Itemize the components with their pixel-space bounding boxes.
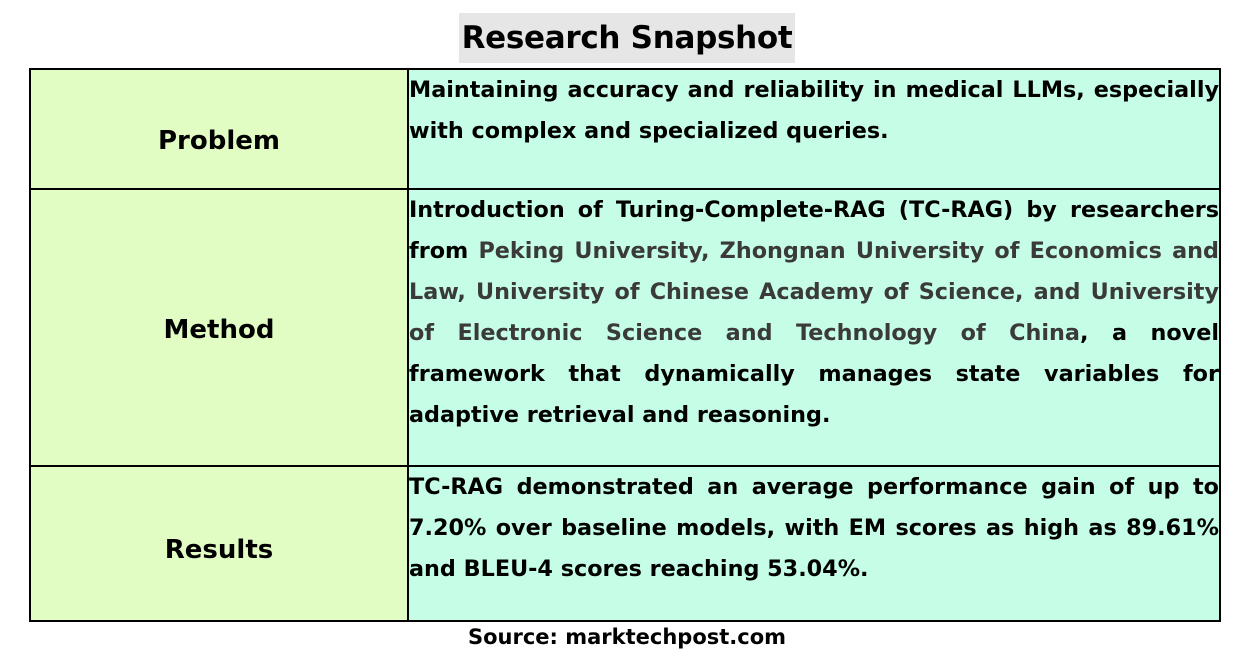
row-label-cell (30, 466, 408, 621)
table-row-results (30, 466, 1220, 621)
row-label-results: Results (164, 534, 274, 565)
row-label-problem: Problem (158, 126, 280, 156)
method-text-before: Introduction of Turing-Complete-RAG (TC-RAG) by researchers from (409, 197, 1219, 264)
source-credit: Source: marktechpost.com (467, 625, 787, 649)
method-text-after: , a novel framework that dynamically manages state variables for adaptive retrieval and reasoning. (409, 320, 1219, 428)
method-institutions: Peking University, Zhongnan University of Economics and Law, University of Chinese Academy of Science, and University of Electronic Science and Technology of China (409, 238, 1219, 346)
row-content-results: TC-RAG demonstrated an average performance gain of up to 7.20% over baseline models, with EM scores as high as 89.61% and BLEU-4 scores reaching 53.04%. (408, 466, 1220, 621)
row-content-problem: Maintaining accuracy and reliability in medical LLMs, especially with complex and specialized queries. (408, 69, 1220, 189)
row-label-cell (30, 69, 408, 189)
row-label-method: Method (163, 314, 275, 345)
page-title: Research Snapshot (459, 13, 796, 63)
row-label-cell (30, 189, 408, 466)
table-row-problem (30, 69, 1220, 189)
title-wrap (0, 13, 1254, 63)
row-content-method (408, 189, 1220, 466)
table-row-method (30, 189, 1220, 466)
snapshot-table (29, 68, 1221, 622)
